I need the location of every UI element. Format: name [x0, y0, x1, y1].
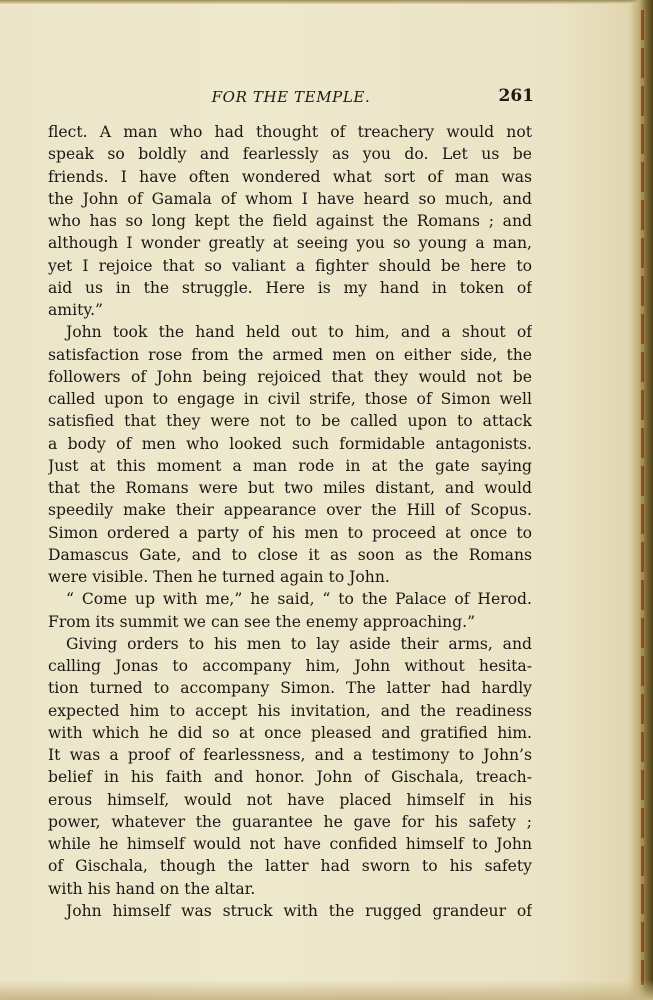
- text-line: power, whatever the guarantee he gave for his safety ;: [48, 812, 532, 831]
- text-line: a body of men who looked such formidable antagonists.: [48, 434, 532, 453]
- page-header: [48, 88, 534, 112]
- text-line: followers of John being rejoiced that they would not be: [48, 367, 532, 386]
- text-line: John took the hand held out to him, and a shout of: [66, 323, 532, 342]
- page-number: 261: [498, 86, 534, 106]
- text-line: although I wonder greatly at seeing you so young a man,: [48, 234, 532, 253]
- running-head: FOR THE TEMPLE.: [211, 88, 371, 106]
- text-line: satisfaction rose from the armed men on either side, the: [48, 345, 532, 364]
- text-line: the John of Gamala of whom I have heard so much, and: [48, 189, 532, 208]
- text-line: that the Romans were but two miles distant, and would: [48, 479, 532, 497]
- text-line: Just at this moment a man rode in at the gate saying: [48, 456, 532, 475]
- text-line: expected him to accept his invitation, and the readiness: [48, 701, 532, 720]
- page-bottom-edge: [0, 980, 653, 1000]
- text-line: “ Come up with me,” he said, “ to the Palace of Herod.: [66, 590, 532, 609]
- text-line: It was a proof of fearlessness, and a testimony to John’s: [48, 746, 532, 764]
- text-line: friends. I have often wondered what sort of man was: [48, 167, 532, 186]
- text-line: Simon ordered a party of his men to proceed at once to: [48, 523, 532, 542]
- binding-stripe: [641, 10, 644, 985]
- text-line: satisfied that they were not to be called upon to attack: [48, 412, 532, 431]
- text-line: called upon to engage in civil strife, those of Simon well: [48, 390, 532, 408]
- body-text: [48, 121, 532, 922]
- text-line: were visible. Then he turned again to John.: [48, 568, 390, 586]
- text-line: John himself was struck with the rugged grandeur of: [66, 901, 532, 920]
- text-line: of Gischala, though the latter had sworn to his safety: [48, 857, 532, 876]
- text-line: Giving orders to his men to lay aside their arms, and: [66, 634, 532, 653]
- text-line: while he himself would not have confided himself to John: [48, 835, 532, 853]
- text-line: Damascus Gate, and to close it as soon as the Romans: [48, 545, 532, 564]
- text-line: with his hand on the altar.: [48, 879, 256, 898]
- text-line: belief in his faith and honor. John of Gischala, treach-: [48, 768, 532, 787]
- text-line: speak so boldly and fearlessly as you do. Let us be: [48, 145, 532, 164]
- text-line: amity.”: [48, 301, 104, 319]
- text-line: speedily make their appearance over the Hill of Scopus.: [48, 501, 532, 520]
- text-line: aid us in the struggle. Here is my hand in token of: [48, 278, 532, 297]
- text-line: tion turned to accompany Simon. The latter had hardly: [48, 679, 532, 698]
- text-line: yet I rejoice that so valiant a fighter should be here to: [48, 256, 532, 275]
- text-line: with which he did so at once pleased and gratified him.: [48, 723, 532, 742]
- page-top-edge: [0, 0, 653, 4]
- text-line: flect. A man who had thought of treachery would not: [48, 123, 532, 141]
- text-line: From its summit we can see the enemy approaching.”: [48, 612, 476, 631]
- text-line: who has so long kept the field against the Romans ; and: [48, 212, 532, 230]
- text-line: erous himself, would not have placed himself in his: [48, 790, 532, 809]
- text-line: calling Jonas to accompany him, John without hesita-: [48, 657, 532, 675]
